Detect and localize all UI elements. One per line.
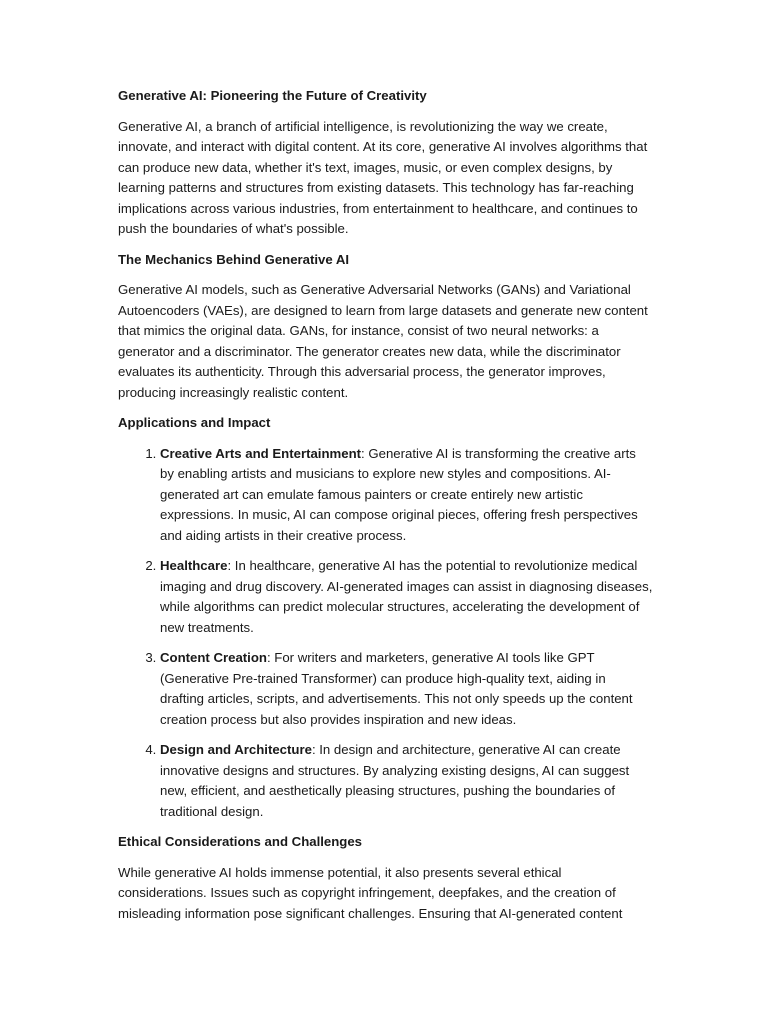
- list-item: [160, 444, 653, 547]
- list-item-term: Healthcare: [160, 558, 228, 573]
- list-item: [160, 740, 653, 822]
- list-item-text: : Generative AI is transforming the creative arts by enabling artists and musicians to explore new styles and compositions. AI-generated art can emulate famous painters or create entirely new artistic expressions. In music, AI can compose original pieces, offering fresh perspectives and aiding artists in their creative process.: [160, 445, 638, 543]
- document-page: [118, 86, 653, 934]
- list-item-text: : For writers and marketers, generative AI tools like GPT (Generative Pre-trained Transformer) can produce high-quality text, aiding in drafting articles, scripts, and advertisements. This not only speeds up the content creation process but also provides inspiration and new ideas.: [160, 650, 633, 727]
- section-heading-mechanics: The Mechanics Behind Generative AI: [118, 251, 350, 267]
- list-item: [160, 648, 653, 730]
- document-title: Generative AI: Pioneering the Future of Creativity: [118, 88, 427, 103]
- section-heading-applications: Applications and Impact: [118, 415, 271, 430]
- ethics-paragraph: While generative AI holds immense potential, it also presents several ethical considerations. Issues such as copyright infringement, deepfakes, and the creation of misleading information pose significant challenges. Ensuring that AI-generated content: [118, 864, 623, 921]
- list-item-term: Creative Arts and Entertainment: [160, 445, 362, 461]
- list-item-text: : In healthcare, generative AI has the potential to revolutionize medical imaging and drug discovery. AI-generated images can assist in diagnosing diseases, while algorithms can predict molecular structures, accelerating the development of new treatments.: [160, 558, 653, 635]
- applications-list: [118, 444, 653, 823]
- list-item: [160, 556, 653, 638]
- section-heading-ethics: Ethical Considerations and Challenges: [118, 834, 363, 849]
- list-item-text: : In design and architecture, generative AI can create innovative designs and structures. By analyzing existing designs, AI can suggest new, efficient, and aesthetically pleasing structures, pushing the boundaries of traditional design.: [160, 742, 630, 819]
- list-item-term: Content Creation: [160, 650, 267, 665]
- intro-paragraph: Generative AI, a branch of artificial intelligence, is revolutionizing the way we create, innovate, and interact with digital content. At its core, generative AI involves algorithms that can produce new data, whether it's text, images, music, or even complex designs, by learning patterns and structures from existing datasets. This technology has far-reaching implications across various industries, from entertainment to healthcare, and continues to push the boundaries of what's possible.: [118, 118, 648, 236]
- list-item-term: Design and Architecture: [160, 742, 312, 757]
- mechanics-paragraph: Generative AI models, such as Generative Adversarial Networks (GANs) and Variational Autoencoders (VAEs), are designed to learn from large datasets and generate new content that mimics the original data. GANs, for instance, consist of two neural networks: a generator and a discriminator. The generator creates new data, while the discriminator evaluates its authenticity. Through this adversarial process, the generator improves, producing increasingly realistic content.: [118, 282, 648, 400]
